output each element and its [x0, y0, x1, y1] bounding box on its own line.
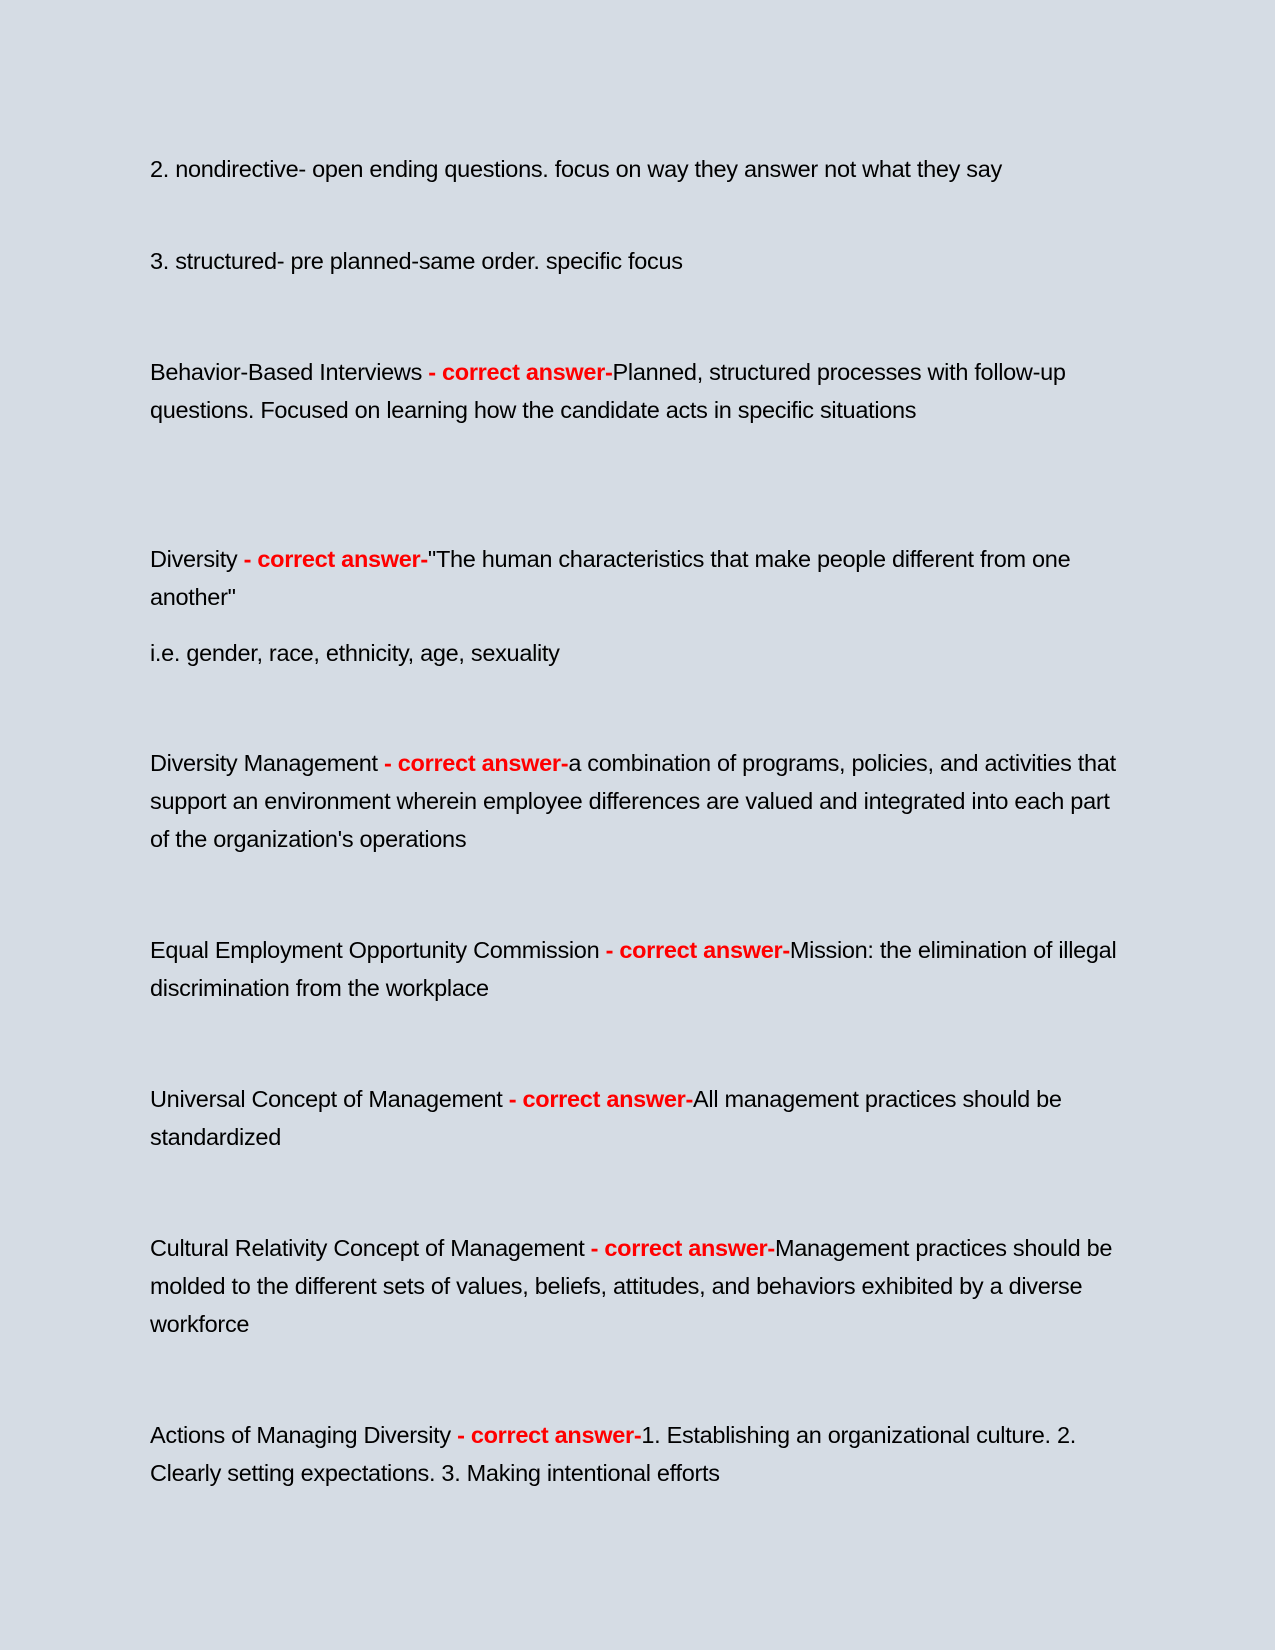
correct-answer-marker: - correct answer- — [599, 937, 790, 963]
correct-answer-marker: - correct answer- — [422, 359, 613, 385]
entry-answer: "The human characteristics that make people different from one another" — [150, 546, 1071, 610]
intro-line-nondirective: 2. nondirective- open ending questions. focus on way they answer not what they say — [150, 156, 1002, 182]
entry-term: Universal Concept of Management — [150, 1086, 503, 1112]
entry-term: Diversity Management — [150, 750, 378, 776]
entry-actions-managing-diversity — [150, 1416, 1125, 1492]
entry-answer: Mission: the elimination of illegal discrimination from the workplace — [150, 937, 1117, 1001]
intro-line-structured: 3. structured- pre planned-same order. specific focus — [150, 248, 683, 274]
entry-eeoc — [150, 931, 1125, 1007]
entry-behavior-based-interviews — [150, 353, 1125, 429]
entry-answer: 1. Establishing an organizational culture. 2. Clearly setting expectations. 3. Making intentional efforts — [150, 1422, 1076, 1486]
entry-universal-concept — [150, 1080, 1125, 1156]
entry-answer: a combination of programs, policies, and activities that support an environment wherein employee differences are valued and integrated into each part of the organization's operations — [150, 750, 1116, 852]
entry-answer: Planned, structured processes with follow-up questions. Focused on learning how the candidate acts in specific situations — [150, 359, 1066, 423]
entry-term: Cultural Relativity Concept of Management — [150, 1235, 585, 1261]
entry-term: Diversity — [150, 546, 238, 572]
correct-answer-marker: - correct answer- — [450, 1422, 642, 1448]
correct-answer-marker: - correct answer- — [237, 546, 428, 572]
correct-answer-marker: - correct answer- — [584, 1235, 775, 1261]
entry-diversity — [150, 540, 1125, 616]
correct-answer-marker: - correct answer- — [502, 1086, 694, 1112]
entry-cultural-relativity-concept — [150, 1229, 1125, 1343]
entry-term: Actions of Managing Diversity — [150, 1422, 451, 1448]
entry-term: Equal Employment Opportunity Commission — [150, 937, 600, 963]
entry-term: Behavior-Based Interviews — [150, 359, 423, 385]
entry-diversity-management — [150, 744, 1125, 858]
entry-answer: All management practices should be standardized — [150, 1086, 1062, 1150]
entry-answer: Management practices should be molded to the different sets of values, beliefs, attitudes, and behaviors exhibited by a diverse workforce — [150, 1235, 1113, 1337]
entry-diversity-examples: i.e. gender, race, ethnicity, age, sexuality — [150, 640, 560, 666]
correct-answer-marker: - correct answer- — [377, 750, 569, 776]
